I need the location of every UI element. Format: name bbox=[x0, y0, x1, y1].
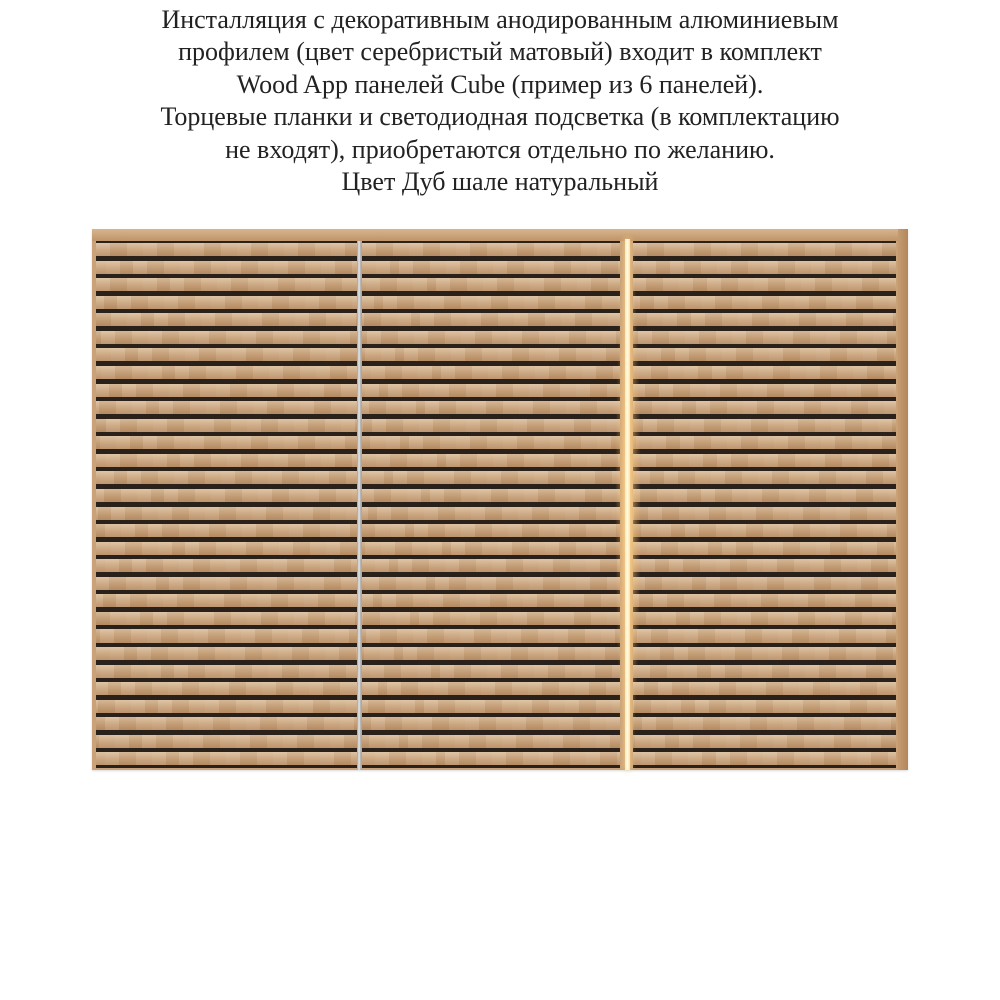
wood-slat bbox=[362, 261, 620, 274]
wood-slat bbox=[96, 717, 358, 730]
wood-slat bbox=[633, 700, 896, 713]
wood-slat bbox=[362, 366, 620, 379]
panel-section-left bbox=[96, 241, 358, 768]
wood-slat bbox=[96, 752, 358, 765]
wood-slat bbox=[633, 665, 896, 678]
wood-slat bbox=[96, 366, 358, 379]
wood-slat bbox=[96, 612, 358, 625]
wood-slat bbox=[362, 594, 620, 607]
product-caption bbox=[0, 4, 1000, 198]
wood-slat bbox=[362, 559, 620, 572]
wood-slat bbox=[633, 647, 896, 660]
wood-slat bbox=[96, 331, 358, 344]
wood-slat bbox=[362, 507, 620, 520]
wood-slat bbox=[633, 542, 896, 555]
panel-section-right bbox=[633, 241, 896, 768]
wood-slat bbox=[362, 577, 620, 590]
wood-slat bbox=[362, 384, 620, 397]
wood-slat bbox=[362, 682, 620, 695]
wood-slat bbox=[362, 629, 620, 642]
wood-slat bbox=[633, 507, 896, 520]
wood-slat bbox=[362, 331, 620, 344]
wood-slat bbox=[96, 401, 358, 414]
wood-slat bbox=[362, 348, 620, 361]
wood-slat bbox=[633, 594, 896, 607]
caption-line-3: Wood App панелей Cube (пример из 6 панелей). bbox=[236, 69, 764, 99]
caption-line-1: Инсталляция с декоративным анодированным алюминиевым bbox=[161, 5, 839, 34]
wood-slat bbox=[362, 313, 620, 326]
wood-slat bbox=[633, 682, 896, 695]
wood-slat bbox=[633, 366, 896, 379]
wood-slat bbox=[96, 542, 358, 555]
wood-slat bbox=[96, 489, 358, 502]
wood-slat bbox=[96, 577, 358, 590]
wood-slat bbox=[633, 401, 896, 414]
wood-slat bbox=[362, 243, 620, 256]
wood-slat bbox=[362, 419, 620, 432]
wood-slat bbox=[96, 243, 358, 256]
wood-slat bbox=[633, 261, 896, 274]
wood-slat bbox=[96, 348, 358, 361]
wood-slat bbox=[362, 700, 620, 713]
wood-slat bbox=[362, 612, 620, 625]
wood-slat bbox=[633, 577, 896, 590]
wood-slat bbox=[633, 296, 896, 309]
wood-slat bbox=[362, 471, 620, 484]
panel-section-middle bbox=[362, 241, 620, 768]
wood-panel-installation-image bbox=[92, 229, 908, 770]
wood-slat bbox=[633, 384, 896, 397]
caption-line-2: профилем (цвет серебристый матовый) входит в комплект bbox=[178, 37, 822, 67]
wood-slat bbox=[96, 278, 358, 291]
wood-slat bbox=[96, 261, 358, 274]
right-end-trim bbox=[898, 229, 908, 770]
wood-slat bbox=[633, 524, 896, 537]
top-end-trim bbox=[92, 229, 908, 241]
wood-slat bbox=[362, 296, 620, 309]
wood-slat bbox=[633, 313, 896, 326]
wood-slat bbox=[633, 559, 896, 572]
wood-slat bbox=[633, 348, 896, 361]
wood-slat bbox=[362, 401, 620, 414]
wood-slat bbox=[96, 594, 358, 607]
wood-slat bbox=[362, 752, 620, 765]
led-strip bbox=[625, 239, 630, 770]
wood-slat bbox=[96, 436, 358, 449]
wood-slat bbox=[96, 524, 358, 537]
wood-slat bbox=[96, 507, 358, 520]
wood-slat bbox=[96, 647, 358, 660]
wood-slat bbox=[633, 717, 896, 730]
wood-slat bbox=[633, 612, 896, 625]
aluminum-profile bbox=[357, 241, 361, 770]
caption-line-6: Цвет Дуб шале натуральный bbox=[341, 167, 659, 197]
wood-slat bbox=[362, 542, 620, 555]
wood-slat bbox=[96, 471, 358, 484]
wood-slat bbox=[633, 243, 896, 256]
wood-slat bbox=[633, 735, 896, 748]
wood-slat bbox=[633, 419, 896, 432]
wood-slat bbox=[633, 752, 896, 765]
wood-slat bbox=[633, 454, 896, 467]
wood-slat bbox=[362, 489, 620, 502]
wood-slat bbox=[633, 471, 896, 484]
caption-line-4: Торцевые планки и светодиодная подсветка (в комплектацию bbox=[160, 102, 840, 132]
wood-slat bbox=[96, 454, 358, 467]
wood-slat bbox=[362, 665, 620, 678]
wood-slat bbox=[96, 665, 358, 678]
wood-slat bbox=[96, 313, 358, 326]
wood-slat bbox=[362, 647, 620, 660]
wood-slat bbox=[633, 629, 896, 642]
wood-slat bbox=[96, 735, 358, 748]
wood-slat bbox=[96, 296, 358, 309]
wood-slat bbox=[633, 489, 896, 502]
wood-slat bbox=[96, 384, 358, 397]
wood-slat bbox=[362, 717, 620, 730]
wood-slat bbox=[362, 436, 620, 449]
caption-line-5: не входят), приобретаются отдельно по желанию. bbox=[225, 134, 775, 164]
wood-slat bbox=[96, 700, 358, 713]
wood-slat bbox=[362, 735, 620, 748]
wood-slat bbox=[633, 436, 896, 449]
wood-slat bbox=[362, 454, 620, 467]
wood-slat bbox=[96, 559, 358, 572]
wood-slat bbox=[96, 419, 358, 432]
wood-slat bbox=[362, 524, 620, 537]
wood-slat bbox=[362, 278, 620, 291]
wood-slat bbox=[633, 278, 896, 291]
wood-slat bbox=[96, 629, 358, 642]
wood-slat bbox=[633, 331, 896, 344]
wood-slat bbox=[96, 682, 358, 695]
